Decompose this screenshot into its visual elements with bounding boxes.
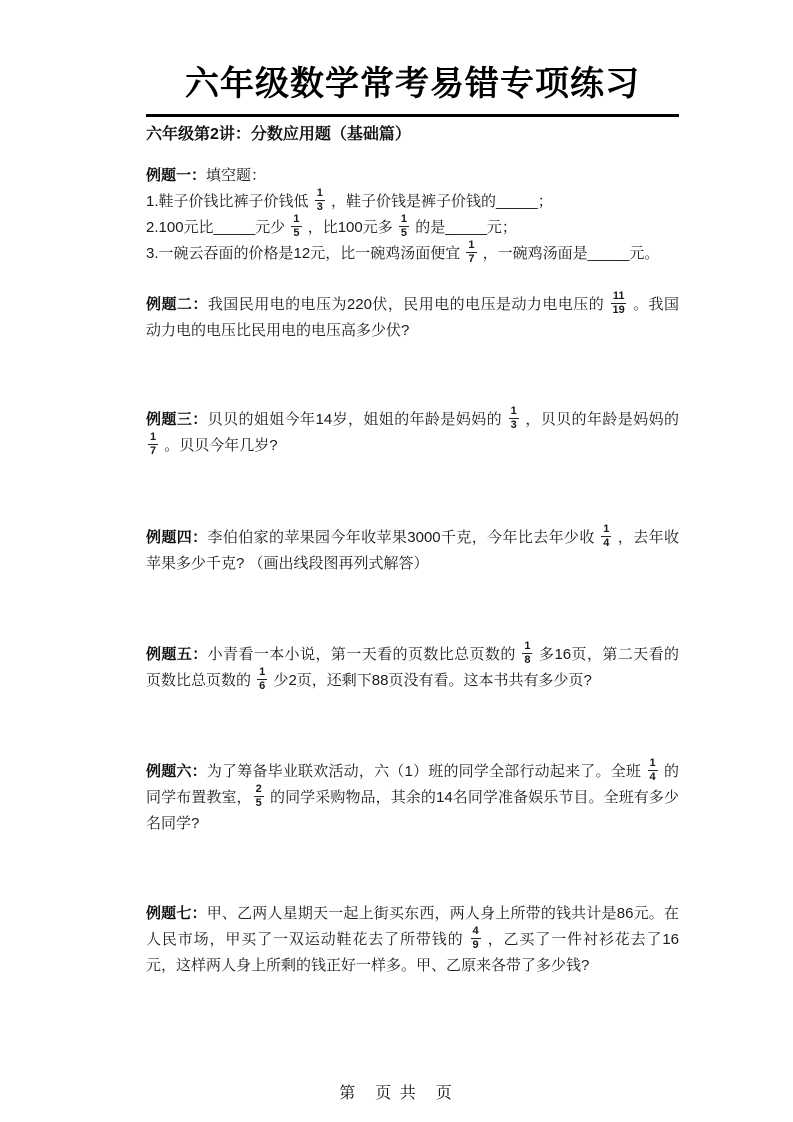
fraction-denominator: 19 — [612, 303, 625, 316]
text-run: 小青看一本小说，第一天看的页数比总页数的 — [207, 646, 521, 663]
problem-text — [146, 404, 680, 459]
problem-7 — [146, 901, 679, 979]
problem-label: 例题一： — [146, 167, 207, 184]
fraction-denominator: 5 — [293, 226, 300, 239]
problem-label: 例题二： — [146, 296, 208, 313]
fraction-numerator: 2 — [255, 782, 262, 795]
problem-3 — [146, 404, 680, 459]
section-heading: 六年级第2讲：分数应用题（基础篇） — [146, 126, 411, 143]
text-run: 为了筹备毕业联欢活动，六（1）班的同学全部行动起来了。全班 — [206, 763, 646, 780]
problem-4 — [146, 522, 679, 577]
problem-text — [146, 522, 679, 577]
fraction-numerator: 4 — [472, 924, 479, 937]
fraction-numerator: 1 — [293, 212, 300, 225]
fraction-denominator: 6 — [259, 679, 266, 692]
fraction-numerator: 1 — [150, 430, 157, 443]
problem-text — [146, 639, 679, 694]
fraction — [522, 641, 532, 666]
fraction-numerator: 1 — [510, 404, 517, 417]
text-run: 。我国动力电的电压比民用电的电压高多少伏? — [146, 296, 679, 339]
fraction — [399, 214, 409, 239]
fraction-numerator: 1 — [649, 756, 656, 769]
text-run: 的同学采购物品，其余的14名同学准备娱乐节目。全班有多少名同学? — [146, 789, 679, 832]
text-run: 甲、乙两人星期天一起上街买东西，两人身上所带的钱共计是86元。在人民市场，甲买了一双运动鞋花去了所带钱的 — [146, 905, 679, 948]
text-run: 2.100元比_____元少 — [146, 219, 290, 236]
problem-text — [146, 163, 679, 267]
fraction-denominator: 4 — [649, 770, 656, 783]
text-run: 少2页，还剩下88页没有看。这本书共有多少页? — [269, 672, 592, 689]
fraction-numerator: 1 — [316, 186, 323, 199]
fraction — [466, 240, 476, 265]
fraction-numerator: 1 — [400, 212, 408, 225]
text-run: ，鞋子价钱是裤子价钱的_____； — [326, 193, 553, 210]
fraction-denominator: 3 — [316, 200, 323, 213]
fraction — [601, 524, 611, 549]
text-run: ，贝贝的年龄是妈妈的 — [520, 411, 680, 428]
text-run: 的同学布置教室， — [146, 763, 679, 806]
problem-6 — [146, 756, 679, 837]
fraction-denominator: 7 — [468, 252, 475, 265]
fraction-denominator: 4 — [603, 536, 610, 549]
text-run: 。贝贝今年几岁? — [160, 437, 278, 454]
fraction — [148, 432, 158, 457]
text-run: ，一碗鸡汤面是_____元。 — [478, 245, 660, 262]
text-run: ，比100元多 — [303, 219, 397, 236]
problem-label: 例题五： — [146, 646, 208, 663]
problem-label: 例题七： — [146, 905, 207, 922]
fraction-denominator: 5 — [255, 796, 262, 809]
problem-text — [146, 901, 679, 979]
problem-1 — [146, 163, 679, 267]
text-run: 李伯伯家的苹果园今年收苹果3000千克，今年比去年少收 — [207, 529, 600, 546]
fraction — [509, 406, 519, 431]
text-run: 的是_____元； — [411, 219, 517, 236]
fraction — [291, 214, 301, 239]
problem-label: 例题六： — [146, 763, 207, 780]
fraction — [648, 758, 658, 783]
fraction — [254, 784, 264, 809]
fraction-numerator: 1 — [524, 639, 531, 652]
title-divider — [146, 114, 679, 117]
page-title: 六年级数学常考易错专项练习 — [185, 65, 640, 103]
text-run: 贝贝的姐姐今年14岁，姐姐的年龄是妈妈的 — [207, 411, 507, 428]
fraction — [471, 926, 481, 951]
problem-5 — [146, 639, 679, 694]
problem-text — [146, 756, 679, 837]
problem-label: 例题三： — [146, 411, 208, 428]
problem-label: 例题四： — [146, 529, 208, 546]
fraction-denominator: 8 — [524, 653, 531, 666]
text-run: 填空题： — [206, 167, 267, 184]
fraction — [257, 667, 267, 692]
text-run: 多16页，第二天看的页数比总页数的 — [146, 646, 679, 689]
problems — [146, 163, 679, 979]
text-run: ，乙买了一件衬衫花去了16元，这样两人身上所剩的钱正好一样多。甲、乙原来各带了多少钱? — [146, 931, 679, 974]
text-run: 3.一碗云吞面的价格是12元，比一碗鸡汤面便宜 — [146, 245, 465, 262]
problem-2 — [146, 289, 679, 344]
text-run: ，去年收苹果多少千克? （画出线段图再列式解答） — [146, 529, 679, 572]
problem-text — [146, 289, 679, 344]
fraction — [611, 291, 627, 316]
text-run: 我国民用电的电压为220伏，民用电的电压是动力电电压的 — [207, 296, 609, 313]
fraction-numerator: 1 — [259, 665, 266, 678]
text-run: 1.鞋子价钱比裤子价钱低 — [146, 193, 313, 210]
fraction-numerator: 1 — [603, 522, 610, 535]
fraction-numerator: 11 — [612, 289, 625, 302]
fraction-denominator: 9 — [472, 938, 479, 951]
fraction-denominator: 5 — [400, 226, 408, 239]
page-number-footer: 第 页 共 页 — [339, 1085, 454, 1102]
fraction-denominator: 7 — [150, 444, 157, 457]
fraction-numerator: 1 — [468, 238, 475, 251]
fraction-denominator: 3 — [510, 418, 517, 431]
fraction — [315, 188, 325, 213]
